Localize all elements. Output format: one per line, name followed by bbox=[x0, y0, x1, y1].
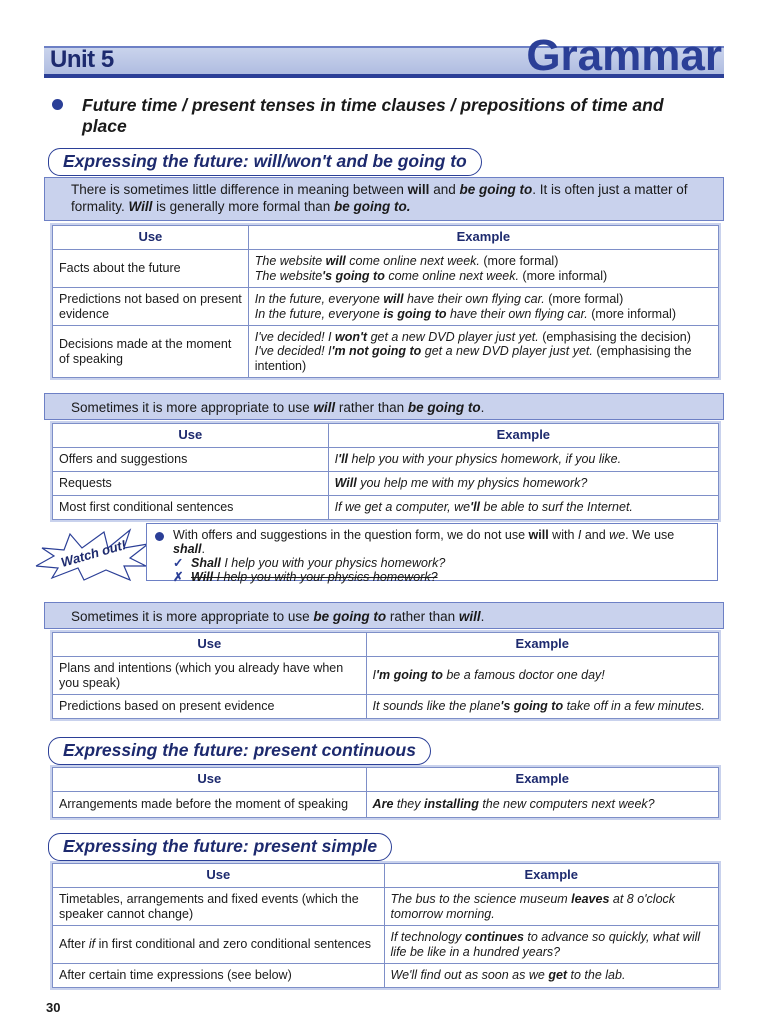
table-present-simple bbox=[52, 863, 719, 988]
page-number: 30 bbox=[46, 1000, 61, 1015]
watch-out-badge bbox=[34, 526, 152, 582]
table-row: Most first conditional sentences If we get a computer, we'll be able to surf the Internet. bbox=[53, 496, 719, 520]
section-title-present-simple: Expressing the future: present simple bbox=[48, 833, 392, 861]
section-title-will-going: Expressing the future: will/won't and be going to bbox=[48, 148, 482, 176]
table-row: Decisions made at the moment of speaking I've decided! I won't get a new DVD player just yet. (emphasising the decision) I've decided! I'm not going to get a new DVD player just yet. (emphasising the intention) bbox=[53, 326, 719, 378]
col-use: Use bbox=[53, 424, 329, 448]
table-row: Arrangements made before the moment of speaking Are they installing the new computers next week? bbox=[53, 792, 719, 818]
table-row: After certain time expressions (see below) We'll find out as soon as we get to the lab. bbox=[53, 964, 719, 988]
bullet-icon bbox=[155, 532, 164, 541]
section-title-present-continuous: Expressing the future: present continuous bbox=[48, 737, 431, 765]
col-example: Example bbox=[384, 864, 718, 888]
incorrect-example: ✗ Will I help you with your physics homework? bbox=[173, 570, 438, 584]
correct-example: ✓ Shall I help you with your physics homework? bbox=[173, 556, 446, 570]
table-will-going bbox=[52, 225, 719, 378]
tick-icon: ✓ bbox=[173, 556, 184, 570]
note-going-rather: Sometimes it is more appropriate to use be going to rather than will. bbox=[44, 602, 724, 629]
page-header bbox=[44, 31, 724, 80]
table-present-continuous bbox=[52, 767, 719, 818]
table-row: Plans and intentions (which you already have when you speak) I'm going to be a famous doctor one day! bbox=[53, 657, 719, 695]
col-example: Example bbox=[366, 768, 718, 792]
note-will-going: There is sometimes little difference in meaning between will and be going to. It is often just a matter of formality. Will is generally more formal than be going to. bbox=[44, 177, 724, 221]
unit-label: Unit 5 bbox=[50, 46, 114, 73]
bullet-icon bbox=[52, 99, 63, 110]
note-will-rather: Sometimes it is more appropriate to use will rather than be going to. bbox=[44, 393, 724, 420]
table-row: Predictions based on present evidence It sounds like the plane's going to take off in a few minutes. bbox=[53, 695, 719, 719]
table-row: Requests Will you help me with my physics homework? bbox=[53, 472, 719, 496]
watch-out-box bbox=[146, 523, 718, 584]
section-heading: Grammar bbox=[526, 31, 722, 80]
table-row: Offers and suggestions I'll help you with your physics homework, if you like. bbox=[53, 448, 719, 472]
watch-out-rule: With offers and suggestions in the question form, we do not use will with I and we. We use shall. bbox=[173, 528, 675, 556]
table-row: Timetables, arrangements and fixed events (which the speaker cannot change) The bus to the science museum leaves at 8 o'clock tomorrow morning. bbox=[53, 888, 719, 926]
table-row: Predictions not based on present evidence In the future, everyone will have their own flying car. (more formal) In the future, everyone is going to have their own flying car. (more informal) bbox=[53, 288, 719, 326]
col-use: Use bbox=[53, 768, 367, 792]
table-going-rather bbox=[52, 632, 719, 719]
col-use: Use bbox=[53, 226, 249, 250]
cross-icon: ✗ bbox=[173, 570, 184, 584]
topic-line bbox=[66, 95, 706, 137]
col-example: Example bbox=[328, 424, 718, 448]
table-row: Facts about the future The website will come online next week. (more formal) The website's going to come online next week. (more informal) bbox=[53, 250, 719, 288]
table-will-rather bbox=[52, 423, 719, 520]
col-use: Use bbox=[53, 633, 367, 657]
table-header-row bbox=[53, 226, 719, 250]
watch-out-label: Watch out! bbox=[59, 537, 128, 570]
table-row: After if in first conditional and zero conditional sentences If technology continues to advance so quickly, what will life be like in a hundred years? bbox=[53, 926, 719, 964]
col-use: Use bbox=[53, 864, 385, 888]
col-example: Example bbox=[366, 633, 718, 657]
topic-text: Future time / present tenses in time clauses / prepositions of time and place bbox=[82, 95, 664, 136]
col-example: Example bbox=[248, 226, 718, 250]
